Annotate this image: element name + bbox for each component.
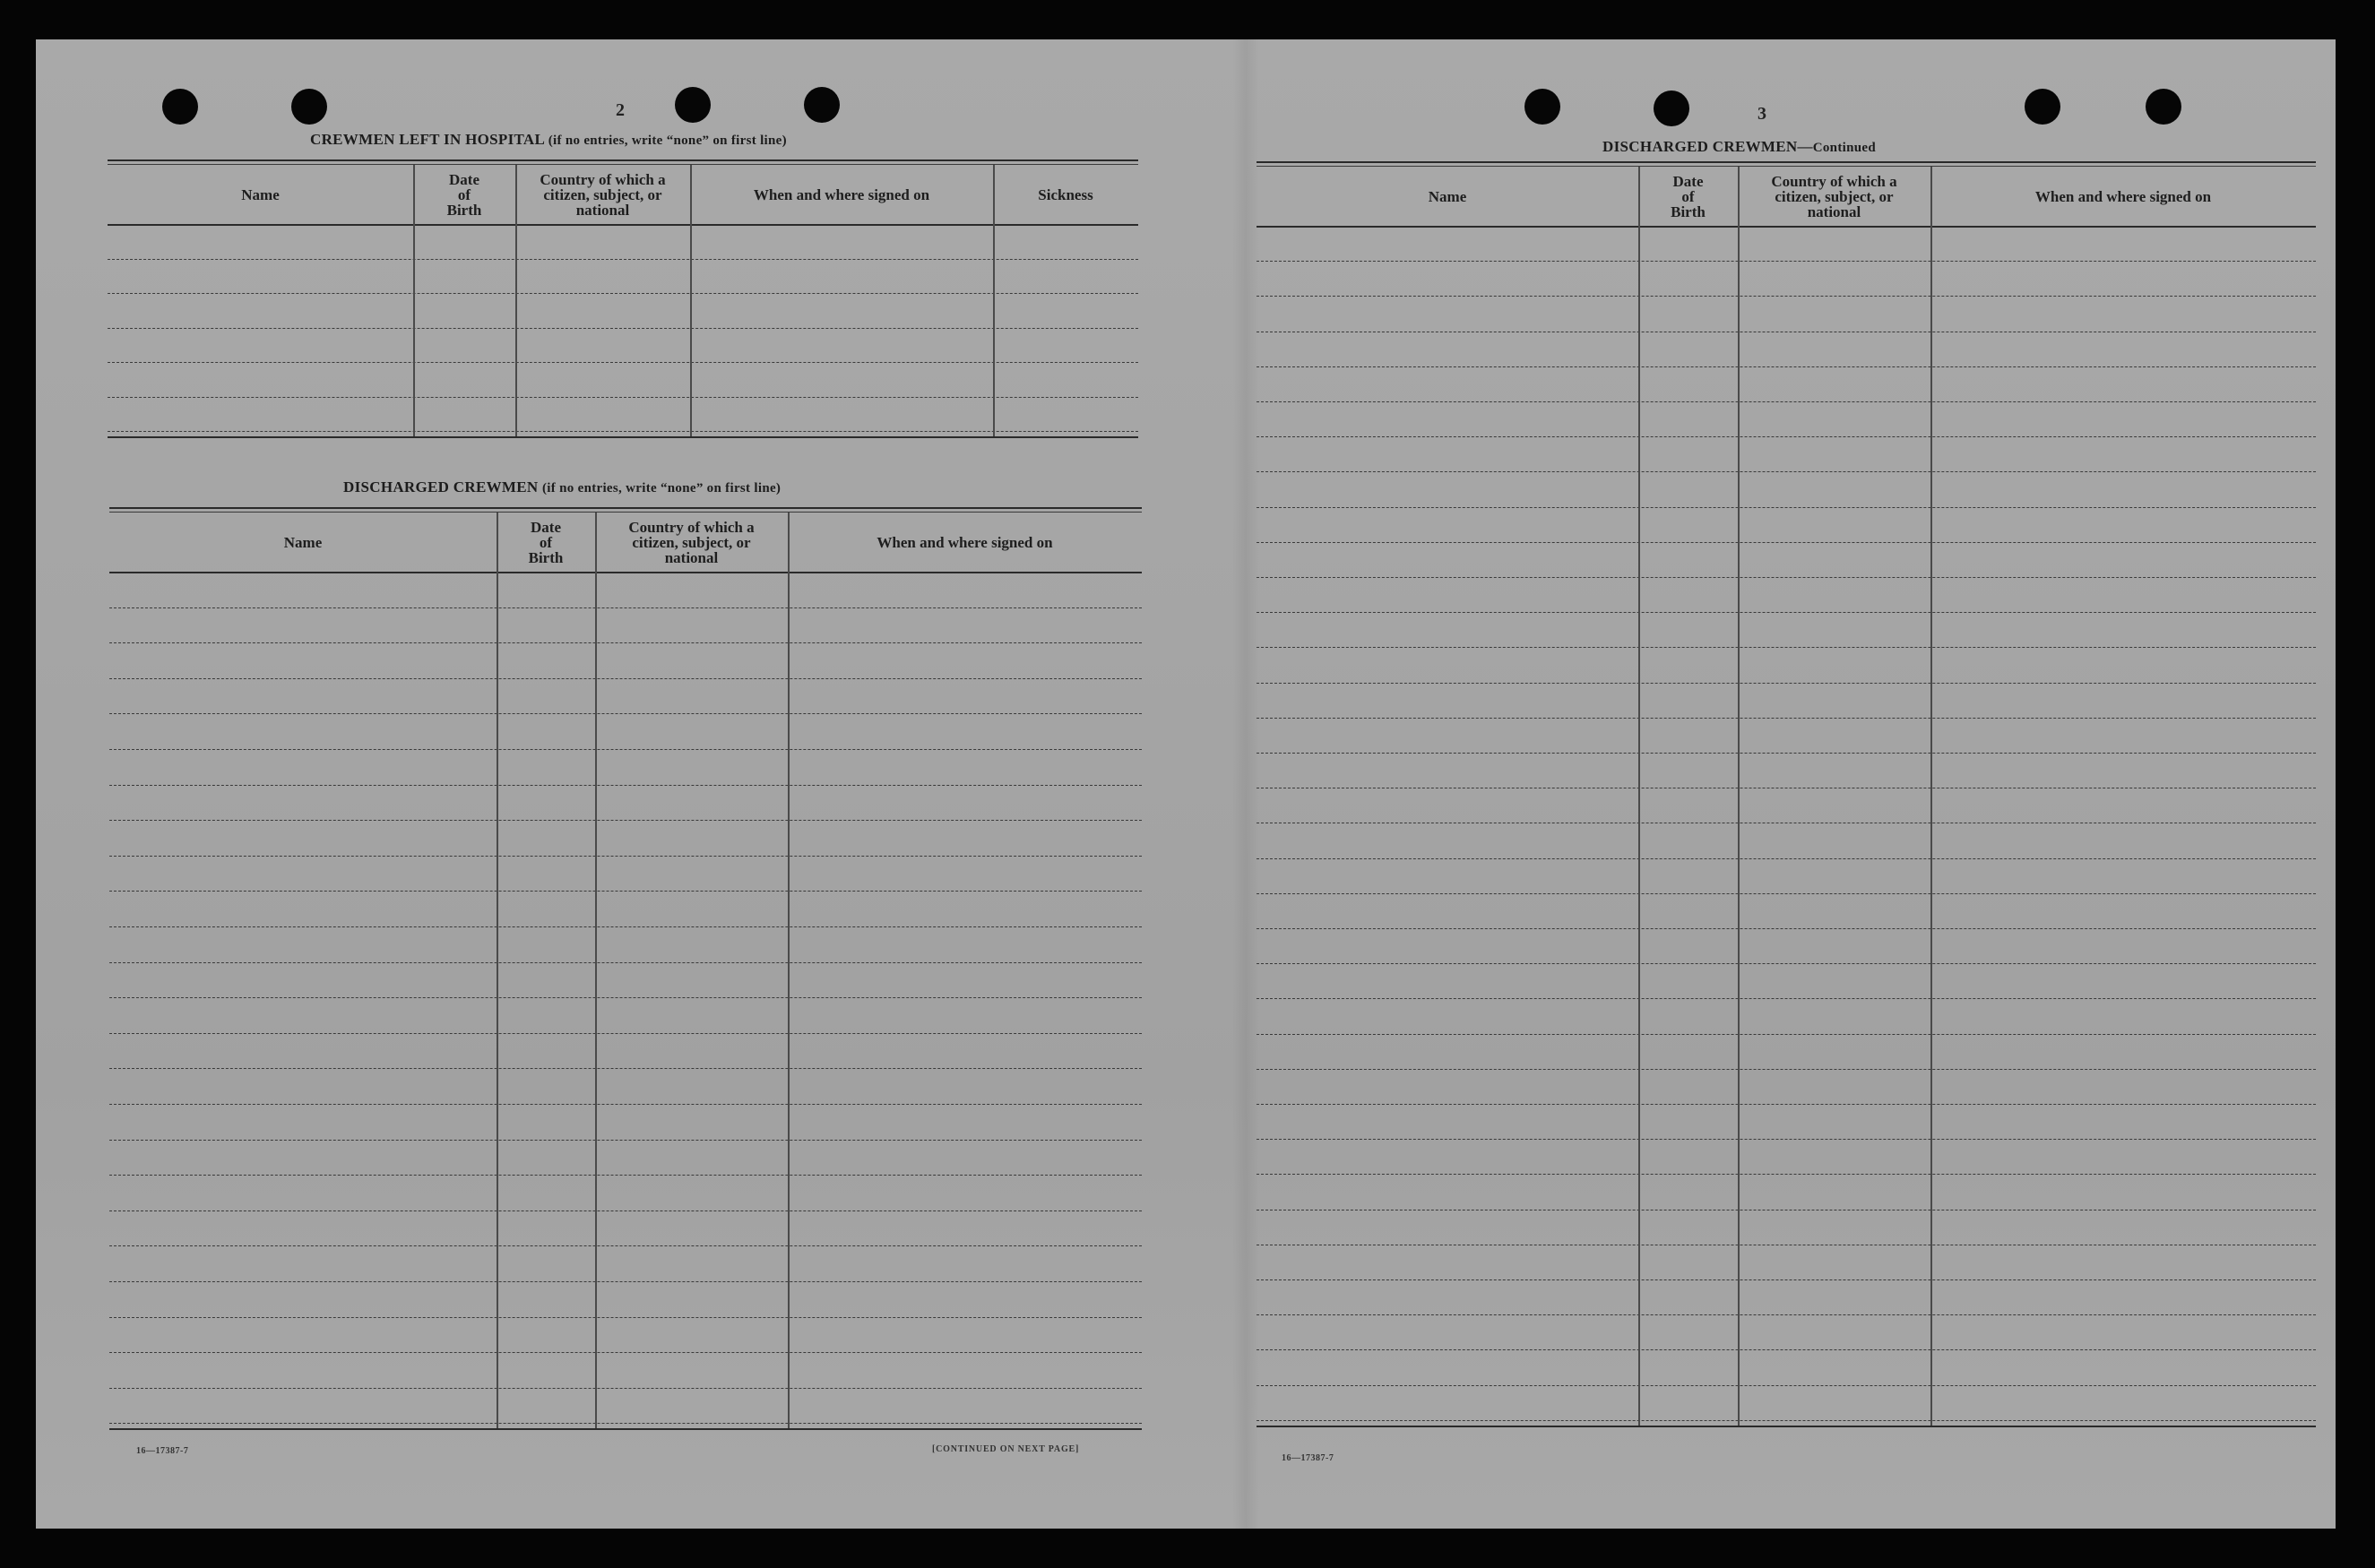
- column-header: When and where signed on: [2034, 187, 2212, 205]
- header-rule: [1257, 226, 2316, 228]
- table-row: [1257, 1104, 2316, 1105]
- table-row: [1257, 401, 2316, 402]
- table-row: [109, 749, 1142, 750]
- column-header: Sickness: [1038, 185, 1093, 203]
- discharged-continued-title: [1602, 138, 1876, 156]
- table-row: [1257, 1279, 2316, 1280]
- table-row: [109, 1388, 1142, 1389]
- table-row: [1257, 858, 2316, 859]
- punch-hole: [2025, 89, 2060, 125]
- punch-hole: [162, 89, 198, 125]
- header-rule: [108, 224, 1138, 226]
- table-row: [109, 678, 1142, 679]
- punch-hole: [291, 89, 327, 125]
- table-row: [109, 1104, 1142, 1105]
- hospital-title-text: CREWMEN LEFT IN HOSPITAL: [310, 131, 545, 148]
- table-bottom-rule: [109, 1428, 1142, 1430]
- table-row: [109, 785, 1142, 786]
- table-row: [1257, 1069, 2316, 1070]
- table-row: [108, 259, 1138, 260]
- table-row: [1257, 612, 2316, 613]
- column-header: Date of Birth: [446, 170, 482, 219]
- table-row: [109, 1140, 1142, 1141]
- table-row: [109, 962, 1142, 963]
- table-row: [1257, 893, 2316, 894]
- column-divider: [595, 513, 597, 1428]
- column-header: When and where signed on: [753, 185, 930, 203]
- table-row: [108, 328, 1138, 329]
- table-bottom-rule: [108, 436, 1138, 438]
- table-row: [109, 1210, 1142, 1211]
- table-row: [1257, 507, 2316, 508]
- table-top-rule: [109, 507, 1142, 509]
- table-row: [1257, 436, 2316, 437]
- column-header: Name: [283, 533, 323, 551]
- column-header: Date of Birth: [1671, 172, 1706, 220]
- column-header: Date of Birth: [528, 518, 564, 566]
- punch-hole: [675, 87, 711, 123]
- table-row: [109, 1317, 1142, 1318]
- table-row: [1257, 998, 2316, 999]
- discharged-table: [109, 507, 1142, 1475]
- discharged-section-title: [343, 478, 781, 496]
- table-row: [109, 1423, 1142, 1424]
- table-row: [1257, 542, 2316, 543]
- column-divider: [1930, 167, 1932, 1426]
- column-divider: [690, 165, 692, 436]
- table-row: [1257, 296, 2316, 297]
- table-row: [109, 1068, 1142, 1069]
- table-row: [109, 891, 1142, 892]
- punch-hole: [804, 87, 840, 123]
- table-row: [1257, 1349, 2316, 1350]
- column-header: When and where signed on: [877, 533, 1053, 551]
- table-row: [109, 607, 1142, 608]
- table-bottom-rule: [1257, 1426, 2316, 1427]
- column-header: Name: [1428, 187, 1467, 205]
- table-row: [109, 820, 1142, 821]
- table-row: [109, 1033, 1142, 1034]
- table-row: [109, 1281, 1142, 1282]
- column-divider: [1738, 167, 1740, 1426]
- table-row: [1257, 963, 2316, 964]
- punch-hole: [2146, 89, 2181, 125]
- hospital-title-note: (if no entries, write “none” on first line): [548, 134, 787, 148]
- discharged-title-note: (if no entries, write “none” on first line): [542, 481, 782, 495]
- table-row: [109, 997, 1142, 998]
- form-number-left: 16—17387-7: [136, 1446, 189, 1456]
- column-divider: [788, 513, 790, 1428]
- table-row: [1257, 1174, 2316, 1175]
- discharged-continued-suffix: Continued: [1812, 141, 1876, 155]
- table-row: [108, 362, 1138, 363]
- punch-hole: [1654, 90, 1689, 126]
- page-number-right: 3: [1758, 104, 1766, 124]
- scanned-form-sheet: [36, 39, 2336, 1529]
- table-row: [1257, 1034, 2316, 1035]
- table-row: [1257, 1314, 2316, 1315]
- table-row: [1257, 647, 2316, 648]
- table-top-rule: [108, 159, 1138, 161]
- page-number-left: 2: [616, 100, 625, 120]
- column-divider: [497, 513, 498, 1428]
- column-header: Country of which a citizen, subject, or national: [540, 170, 666, 219]
- discharged-continued-title-text: DISCHARGED CREWMEN—: [1602, 138, 1813, 155]
- table-row: [109, 856, 1142, 857]
- continued-note: [CONTINUED ON NEXT PAGE]: [932, 1444, 1080, 1454]
- table-row: [1257, 471, 2316, 472]
- center-fold: [1232, 39, 1259, 1529]
- table-row: [109, 1175, 1142, 1176]
- table-row: [1257, 577, 2316, 578]
- column-header: Name: [241, 185, 280, 203]
- table-row: [1257, 1420, 2316, 1421]
- column-divider: [993, 165, 995, 436]
- table-row: [109, 713, 1142, 714]
- discharged-title-text: DISCHARGED CREWMEN: [343, 478, 539, 495]
- column-header: Country of which a citizen, subject, or national: [628, 518, 755, 566]
- table-row: [108, 431, 1138, 432]
- header-rule: [109, 572, 1142, 573]
- table-row: [1257, 1139, 2316, 1140]
- column-divider: [515, 165, 517, 436]
- hospital-section-title: [310, 131, 787, 149]
- table-top-rule: [1257, 161, 2316, 163]
- punch-hole: [1524, 89, 1560, 125]
- table-row: [1257, 366, 2316, 367]
- table-row: [109, 926, 1142, 927]
- column-header: Country of which a citizen, subject, or national: [1771, 172, 1897, 220]
- table-row: [1257, 683, 2316, 684]
- hospital-table: [108, 159, 1138, 453]
- table-row: [1257, 1385, 2316, 1386]
- table-row: [109, 1245, 1142, 1246]
- discharged-continued-table: [1257, 161, 2316, 1482]
- table-row: [109, 642, 1142, 643]
- table-row: [108, 397, 1138, 398]
- table-row: [1257, 928, 2316, 929]
- table-row: [1257, 261, 2316, 262]
- column-divider: [413, 165, 415, 436]
- table-row: [1257, 718, 2316, 719]
- table-row: [1257, 753, 2316, 754]
- table-row: [109, 1352, 1142, 1353]
- column-divider: [1638, 167, 1640, 1426]
- table-row: [108, 293, 1138, 294]
- form-number-right: 16—17387-7: [1282, 1453, 1334, 1463]
